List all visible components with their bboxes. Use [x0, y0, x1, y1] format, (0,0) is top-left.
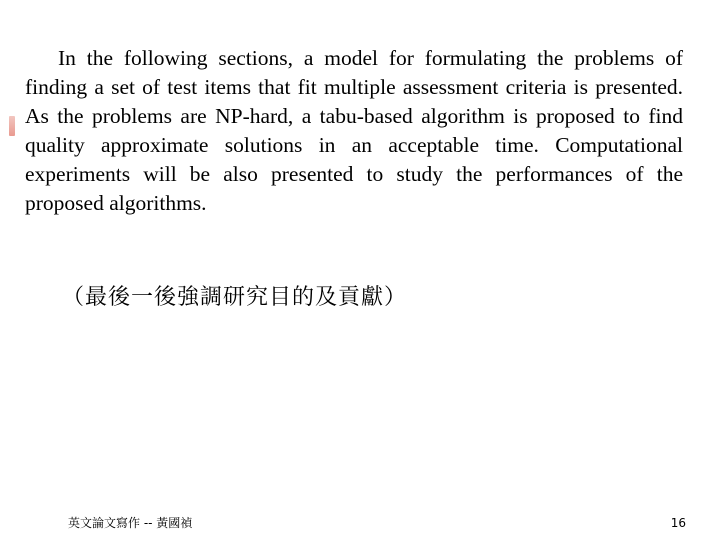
footer-course-title: 英文論文寫作 -- 黃國禎	[68, 516, 193, 530]
chinese-note: （最後一後強調研究目的及貢獻）	[62, 285, 408, 310]
bullet-marker	[9, 116, 15, 136]
page-number: 16	[670, 516, 686, 530]
body-paragraph: In the following sections, a model for formulating the problems of finding a set of test items that fit multiple assessment criteria is presented. As the problems are NP-hard, a tabu-based algorithm is proposed to find quality approximate solutions in an acceptable time. Computational experiments will be also presented to study the performances of the proposed algorithms.	[25, 46, 683, 215]
